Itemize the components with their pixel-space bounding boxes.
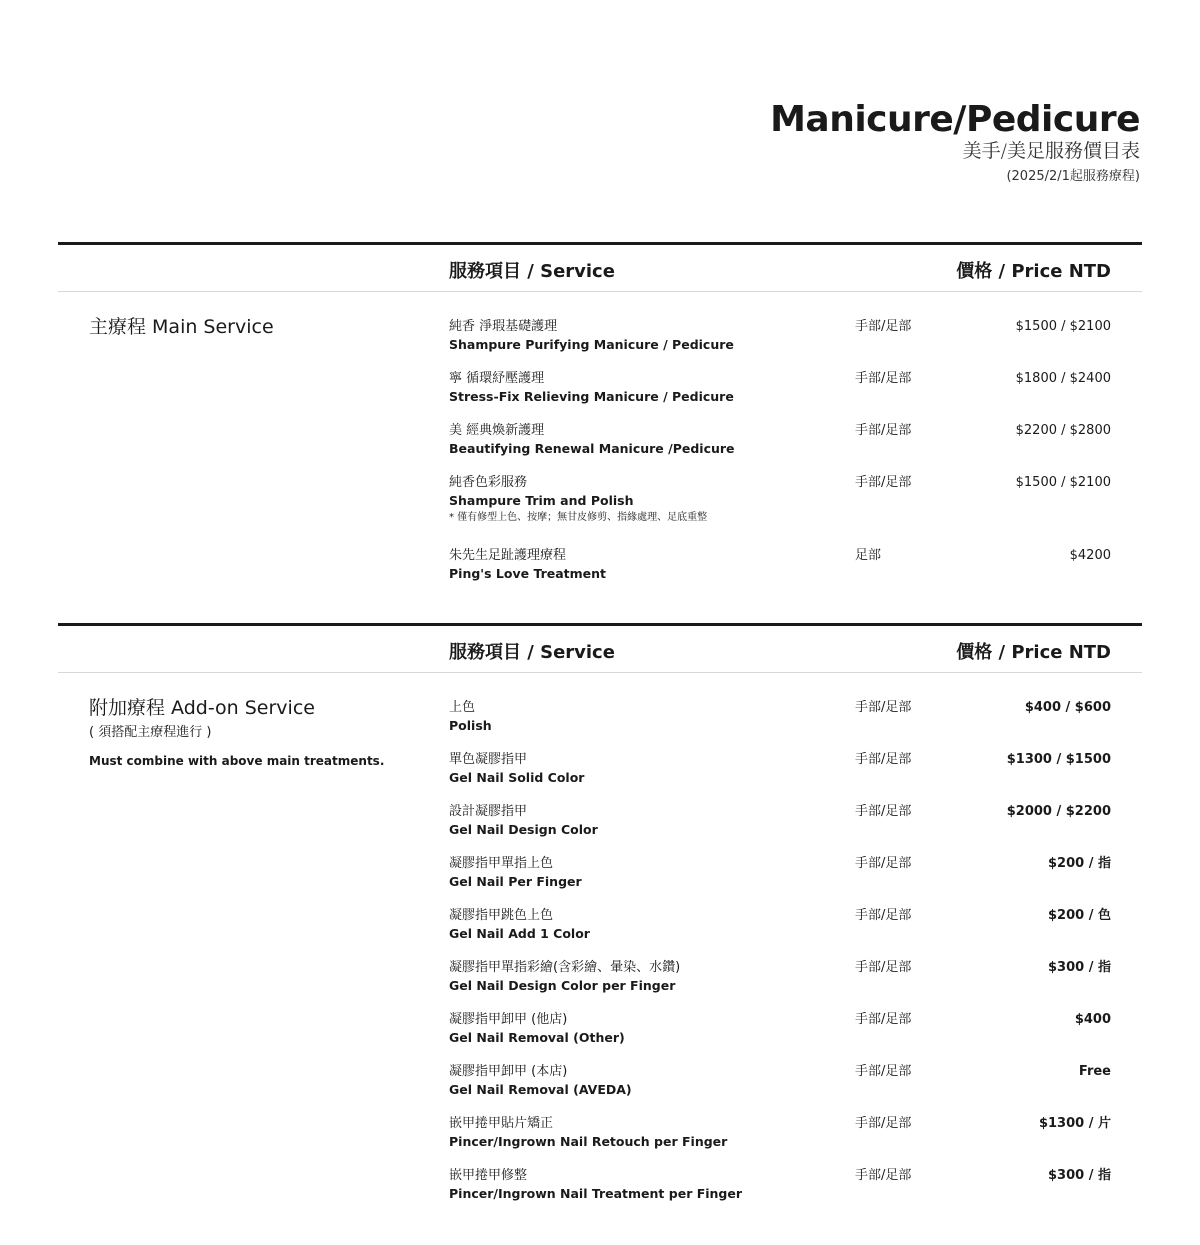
service-name-en: Polish: [449, 718, 492, 733]
service-name-zh: 凝膠指甲跳色上色: [449, 908, 554, 923]
service-row: [58, 855, 1142, 903]
service-name-en: Gel Nail Design Color per Finger: [449, 978, 676, 993]
section-header-row: [58, 245, 1142, 292]
service-area: 手部/足部: [855, 856, 912, 871]
effective-date: (2025/2/1起服務療程): [1006, 169, 1140, 184]
service-name-en: Shampure Trim and Polish: [449, 493, 634, 508]
service-name-en: Gel Nail Removal (Other): [449, 1030, 625, 1045]
service-area: 手部/足部: [855, 1168, 912, 1183]
service-area: 手部/足部: [855, 960, 912, 975]
service-area: 手部/足部: [855, 319, 912, 334]
page-subtitle: 美手/美足服務價目表: [962, 140, 1140, 162]
service-area: 手部/足部: [855, 1116, 912, 1131]
service-area: 足部: [855, 548, 882, 563]
service-area: 手部/足部: [855, 1064, 912, 1079]
service-row: [58, 803, 1142, 851]
service-name-en: Gel Nail Removal (AVEDA): [449, 1082, 632, 1097]
service-row: [58, 751, 1142, 799]
service-row: [58, 959, 1142, 1007]
page-title: Manicure/Pedicure: [770, 99, 1140, 140]
addon-service-section: [58, 623, 1142, 1223]
service-name-en: Pincer/Ingrown Nail Retouch per Finger: [449, 1134, 728, 1149]
service-price: $1500 / $2100: [1015, 319, 1111, 334]
service-price: $1300 / $1500: [1006, 752, 1111, 767]
service-price: $2000 / $2200: [1006, 804, 1111, 819]
column-price-header: 價格 / Price NTD: [956, 642, 1111, 663]
service-price: $1800 / $2400: [1015, 371, 1111, 386]
main-service-section: [58, 242, 1142, 602]
service-row: [58, 318, 1142, 366]
service-name-zh: 單色凝膠指甲: [449, 752, 528, 767]
service-name-en: Ping's Love Treatment: [449, 566, 607, 581]
service-price: $200 / 指: [1048, 856, 1111, 871]
service-row: [58, 1115, 1142, 1163]
service-name-en: Gel Nail Design Color: [449, 822, 598, 837]
category-title: 主療程 Main Service: [89, 316, 274, 338]
service-price: $1500 / $2100: [1015, 475, 1111, 490]
service-area: 手部/足部: [855, 371, 912, 386]
service-area: 手部/足部: [855, 700, 912, 715]
service-area: 手部/足部: [855, 423, 912, 438]
category-subtitle: ( 須搭配主療程進行 ): [89, 725, 212, 740]
service-name-en: Pincer/Ingrown Nail Treatment per Finger: [449, 1186, 743, 1201]
service-name-zh: 設計凝膠指甲: [449, 804, 528, 819]
service-row: [58, 1011, 1142, 1059]
service-price: $4200: [1069, 548, 1111, 563]
service-name-zh: 朱先生足趾護理療程: [449, 548, 567, 563]
service-price: $200 / 色: [1048, 908, 1111, 923]
service-price: $1300 / 片: [1038, 1116, 1111, 1131]
service-price: $2200 / $2800: [1015, 423, 1111, 438]
service-name-zh: 上色: [449, 700, 476, 715]
service-area: 手部/足部: [855, 1012, 912, 1027]
service-name-zh: 美 經典煥新護理: [449, 423, 545, 438]
page-header: [770, 100, 1140, 186]
service-name-en: Stress-Fix Relieving Manicure / Pedicure: [449, 389, 734, 404]
category-note: Must combine with above main treatments.: [89, 754, 385, 768]
service-name-en: Gel Nail Solid Color: [449, 770, 585, 785]
service-name-zh: 凝膠指甲單指上色: [449, 856, 554, 871]
section-header-row: [58, 626, 1142, 673]
column-price-header: 價格 / Price NTD: [956, 261, 1111, 282]
service-name-zh: 純香色彩服務: [449, 475, 528, 490]
service-price: $300 / 指: [1048, 1168, 1111, 1183]
service-name-zh: 寧 循環紓壓護理: [449, 371, 545, 386]
service-row: [58, 370, 1142, 418]
service-row: [58, 907, 1142, 955]
service-row: [58, 699, 1142, 747]
service-name-zh: 嵌甲捲甲貼片矯正: [449, 1116, 554, 1131]
service-price: $300 / 指: [1048, 960, 1111, 975]
column-service-header: 服務項目 / Service: [449, 261, 615, 282]
service-name-en: Gel Nail Add 1 Color: [449, 926, 590, 941]
service-row: [58, 1167, 1142, 1215]
service-area: 手部/足部: [855, 752, 912, 767]
service-row: [58, 1063, 1142, 1111]
service-name-en: Shampure Purifying Manicure / Pedicure: [449, 337, 734, 352]
service-price: Free: [1078, 1064, 1111, 1079]
service-name-zh: 凝膠指甲卸甲 (他店): [449, 1012, 568, 1027]
service-row: [58, 547, 1142, 595]
service-name-zh: 凝膠指甲卸甲 (本店): [449, 1064, 568, 1079]
service-name-en: Beautifying Renewal Manicure /Pedicure: [449, 441, 735, 456]
service-name-zh: 純香 淨瑕基礎護理: [449, 319, 558, 334]
service-name-en: Gel Nail Per Finger: [449, 874, 582, 889]
column-service-header: 服務項目 / Service: [449, 642, 615, 663]
service-area: 手部/足部: [855, 475, 912, 490]
service-area: 手部/足部: [855, 804, 912, 819]
service-price: $400: [1074, 1012, 1111, 1027]
service-price: $400 / $600: [1024, 700, 1111, 715]
service-row: [58, 474, 1142, 534]
service-area: 手部/足部: [855, 908, 912, 923]
category-title: 附加療程 Add-on Service: [89, 697, 315, 719]
service-name-zh: 凝膠指甲單指彩繪(含彩繪、暈染、水鑽): [449, 960, 681, 975]
service-name-zh: 嵌甲捲甲修整: [449, 1168, 528, 1183]
service-row: [58, 422, 1142, 470]
service-note: * 僅有修型上色、按摩；無甘皮修剪、指緣處理、足底重整: [449, 512, 708, 523]
